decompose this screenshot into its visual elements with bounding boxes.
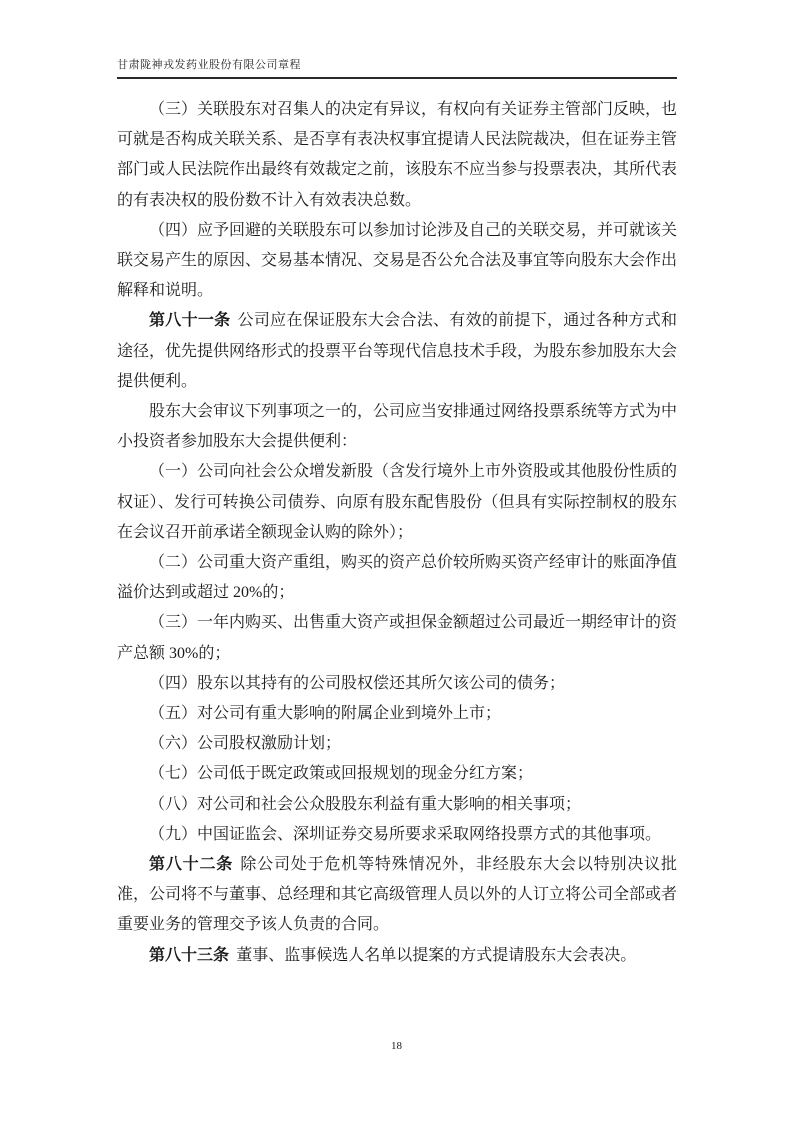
paragraph-text: （四）应予回避的关联股东可以参加讨论涉及自己的关联交易，并可就该关联交易产生的原因、交易基本情况、交易是否公允合法及事宜等向股东大会作出解释和说明。 [117, 221, 678, 300]
paragraph-article-82 [117, 850, 677, 941]
paragraph-item-2 [117, 548, 677, 608]
paragraph-text: （八）对公司和社会公众股股东利益有重大影响的相关事项； [149, 795, 582, 813]
paragraph-text: （一）公司向社会公众增发新股（含发行境外上市外资股或其他股份性质的权证）、发行可转换公司债券、向原有股东配售股份（但具有实际控制权的股东在会议召开前承诺全额现金认购的除外）； [117, 463, 678, 541]
paragraph-text: 股东大会审议下列事项之一的，公司应当安排通过网络投票系统等方式为中小投资者参加股东大会提供便利： [117, 403, 678, 451]
article-number: 第八十一条 [149, 312, 231, 330]
paragraph-text: 除公司处于危机等特殊情况外，非经股东大会以特别决议批准，公司将不与董事、总经理和其它高级管理人员以外的人订立将公司全部或者重要业务的管理交予该人负责的合同。 [117, 856, 678, 934]
paragraph-item-9 [117, 820, 677, 850]
document-body [117, 95, 677, 971]
article-number: 第八十三条 [149, 946, 230, 964]
paragraph-item-8 [117, 790, 677, 820]
paragraph-text: （五）对公司有重大影响的附属企业到境外上市； [149, 705, 502, 723]
paragraph-text: 公司应在保证股东大会合法、有效的前提下，通过各种方式和途径，优先提供网络形式的投票平台等现代信息技术手段，为股东参加股东大会提供便利。 [117, 312, 678, 390]
article-number: 第八十二条 [149, 856, 234, 874]
paragraph-related-shareholder-3 [117, 95, 677, 216]
paragraph-related-shareholder-4 [117, 216, 677, 307]
paragraph-item-1 [117, 457, 677, 548]
page-footer [0, 1040, 793, 1052]
paragraph-text: （九）中国证监会、深圳证券交易所要求采取网络投票方式的其他事项。 [149, 825, 662, 843]
paragraph-text: （三）关联股东对召集人的决定有异议，有权向有关证券主管部门反映，也可就是否构成关联关系、是否享有表决权事宜提请人民法院裁决，但在证券主管部门或人民法院作出最终有效裁定之前，该股东不应当参与投票表决，其所代表的有表决权的股份数不计入有效表决总数。 [117, 101, 678, 209]
paragraph-meeting-review-intro [117, 397, 677, 457]
paragraph-text: （七）公司低于既定政策或回报规划的现金分红方案； [149, 765, 534, 783]
paragraph-article-83 [117, 941, 677, 971]
paragraph-item-6 [117, 729, 677, 759]
paragraph-article-81 [117, 306, 677, 397]
paragraph-text: （三）一年内购买、出售重大资产或担保金额超过公司最近一期经审计的资产总额 30%的； [117, 614, 678, 662]
paragraph-item-4 [117, 669, 677, 699]
paragraph-item-7 [117, 759, 677, 789]
paragraph-text: （二）公司重大资产重组，购买的资产总价较所购买资产经审计的账面净值溢价达到或超过 20%的； [117, 554, 678, 602]
paragraph-item-3 [117, 608, 677, 668]
paragraph-text: （六）公司股权激励计划； [149, 735, 342, 753]
paragraph-text: 董事、监事候选人名单以提案的方式提请股东大会表决。 [236, 946, 637, 964]
page-header [117, 56, 677, 79]
paragraph-text: （四）股东以其持有的公司股权偿还其所欠该公司的债务； [149, 674, 566, 692]
paragraph-item-5 [117, 699, 677, 729]
page-number: 18 [391, 1040, 402, 1052]
header-title: 甘肃陇神戎发药业股份有限公司章程 [117, 59, 301, 71]
